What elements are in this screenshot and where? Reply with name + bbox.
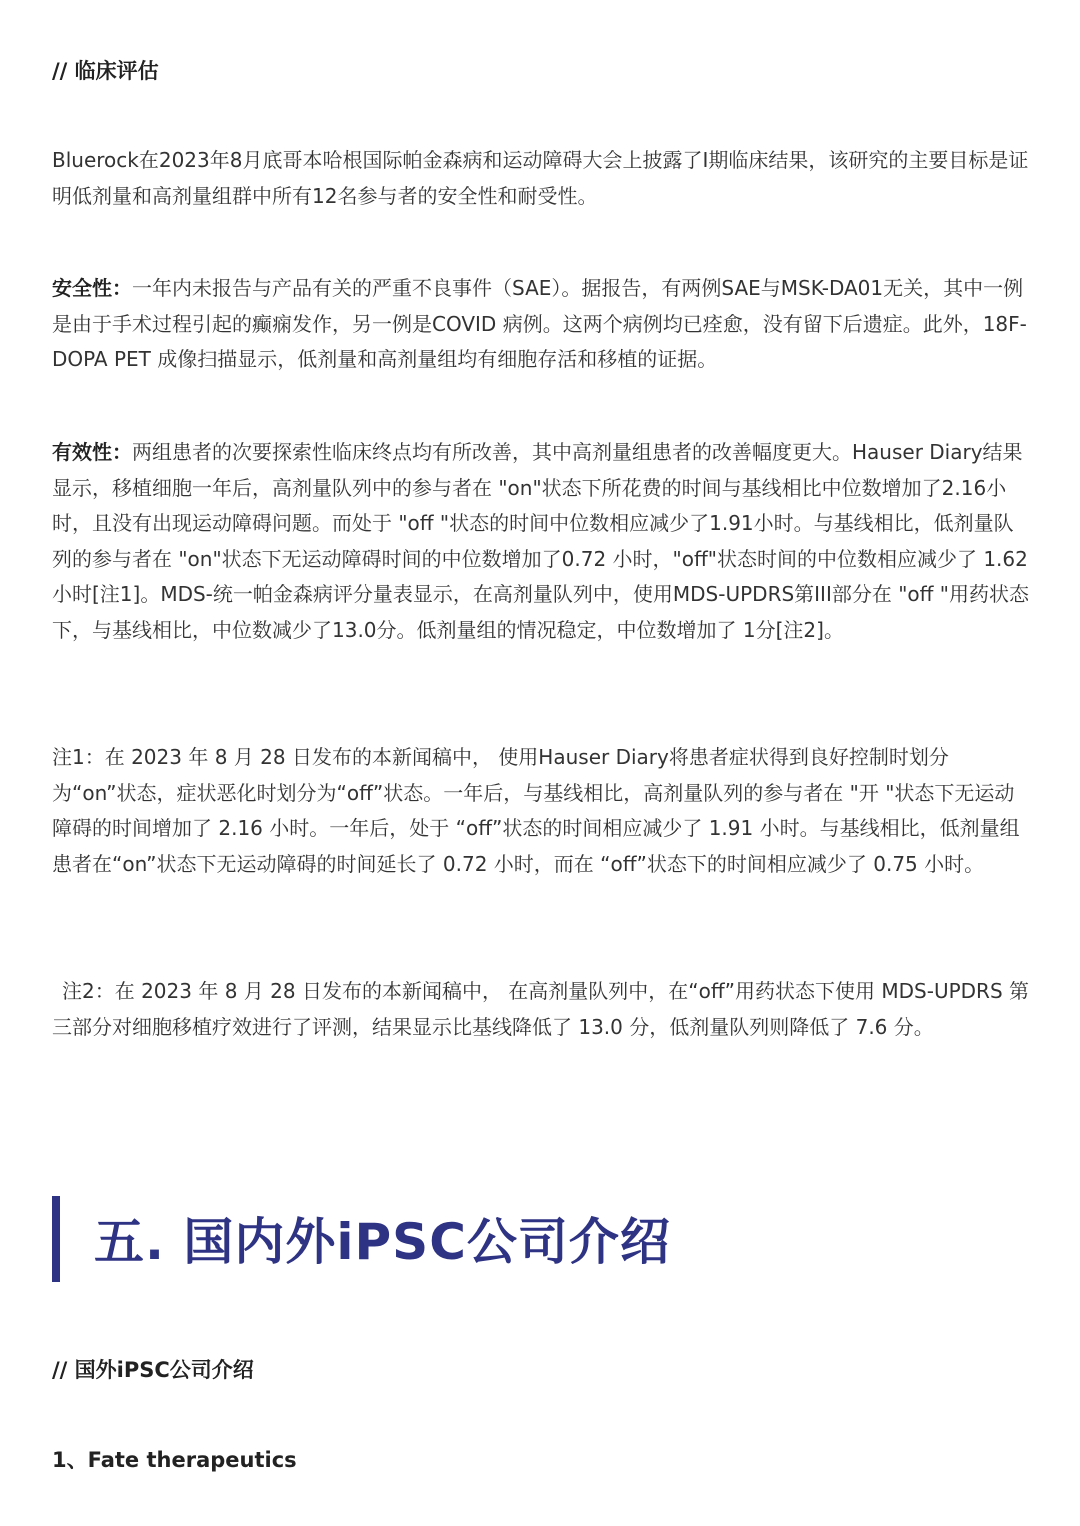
subheading-overseas-companies: // 国外iPSC公司介绍 <box>52 1358 254 1382</box>
section-accent-bar <box>52 1196 60 1282</box>
section-heading <box>52 1196 952 1282</box>
note-2-paragraph: 注2：在 2023 年 8 月 28 日发布的本新闻稿中， 在高剂量队列中，在“off”用药状态下使用 MDS-UPDRS 第三部分对细胞移植疗效进行了评测，结果显示比基线降低了 13.0 分，低剂量队列则降低了 7.6 分。 <box>52 979 1030 1039</box>
safety-label: 安全性： <box>52 276 132 300</box>
note-1-paragraph: 注1：在 2023 年 8 月 28 日发布的本新闻稿中， 使用Hauser Diary将患者症状得到良好控制时划分为“on”状态，症状恶化时划分为“off”状态。一年后，与基线相比，高剂量队列的参与者在 "开 "状态下无运动障碍的时间增加了 2.16 小时。一年后，处于 “off”状态的时间相应减少了 1.91 小时。与基线相比，低剂量组患者在“on”状态下无运动障碍的时间延长了 0.72 小时，而在 “off”状态下的时间相应减少了 0.75 小时。 <box>52 745 1020 876</box>
safety-text: 一年内未报告与产品有关的严重不良事件（SAE）。据报告，有两例SAE与MSK-DA01无关，其中一例是由于手术过程引起的癫痫发作，另一例是COVID 病例。这两个病例均已痊愈，没有留下后遗症。此外，18F-DOPA PET 成像扫描显示，低剂量和高剂量组均有细胞存活和移植的证据。 <box>52 276 1027 371</box>
intro-paragraph: Bluerock在2023年8月底哥本哈根国际帕金森病和运动障碍大会上披露了I期临床结果，该研究的主要目标是证明低剂量和高剂量组群中所有12名参与者的安全性和耐受性。 <box>52 148 1029 208</box>
company-item-fate: 1、Fate therapeutics <box>52 1448 297 1472</box>
subheading-clinical-evaluation: // 临床评估 <box>52 59 159 83</box>
efficacy-paragraph <box>52 435 1032 648</box>
efficacy-text: 两组患者的次要探索性临床终点均有所改善，其中高剂量组患者的改善幅度更大。Hauser Diary结果显示，移植细胞一年后，高剂量队列中的参与者在 "on"状态下所花费的时间与基线相比中位数增加了2.16小时，且没有出现运动障碍问题。而处于 "off "状态的时间中位数相应减少了1.91小时。与基线相比，低剂量队列的参与者在 "on"状态下无运动障碍时间的中位数增加了0.72 小时，"off"状态时间的中位数相应减少了 1.62 小时[注1]。MDS-统一帕金森病评分量表显示，在高剂量队列中，使用MDS-UPDRS第III部分在 "off "用药状态下，与基线相比，中位数减少了13.0分。低剂量组的情况稳定，中位数增加了 1分[注2]。 <box>52 440 1029 642</box>
section-title: 五. 国内外iPSC公司介绍 <box>94 1213 671 1271</box>
efficacy-label: 有效性： <box>52 440 132 464</box>
safety-paragraph <box>52 271 1032 378</box>
